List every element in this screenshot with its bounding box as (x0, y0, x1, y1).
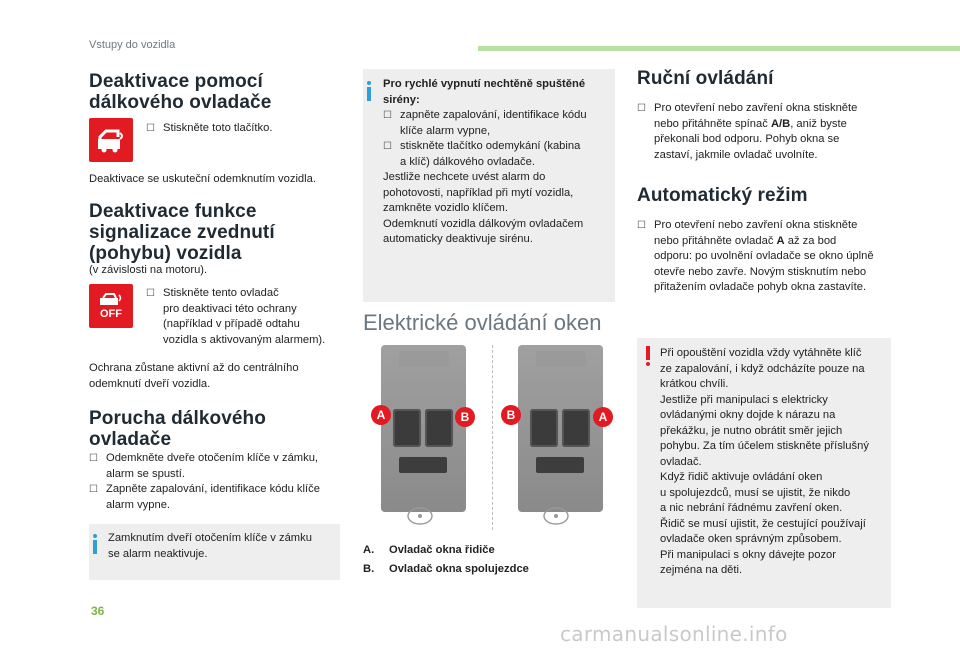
info-icon (93, 534, 97, 554)
window-switch-photo (363, 345, 615, 535)
list-item: ☐ Odemkněte dveře otočením klíče v zámku, alarm se spustí. (89, 452, 319, 480)
steering-wheel-icon (541, 505, 571, 527)
deactivate-remote-steps (146, 121, 272, 137)
heading-remote-failure: Porucha dálkového ovladače (89, 408, 266, 450)
heading-auto: Automatický režim (637, 185, 808, 206)
list-item: ☐ Stiskněte toto tlačítko. (146, 122, 273, 134)
tag-a-passenger: A (593, 407, 613, 427)
manual-list (637, 101, 897, 163)
deactivate-lift-note: Ochrana zůstane aktivní až do centrálního odemknutí dveří vozidla. (89, 362, 299, 390)
list-item: ☐ Pro otevření nebo zavření okna stiskněte nebo přitáhněte spínač A/B, aniž byste překonali bod odporu. Pohyb okna se zastaví, jakmile ovladač uvolníte. (637, 102, 858, 161)
passenger-door-panel (518, 345, 603, 512)
auto-list (637, 218, 907, 296)
deactivate-remote-note: Deaktivace se uskuteční odemknutím vozidla. (89, 173, 316, 185)
window-switch (393, 409, 421, 447)
photo-legend: A. Ovladač okna řidiče B. Ovladač okna spolujezdce (363, 544, 529, 575)
heading-deactivate-remote: Deaktivace pomocí dálkového ovladače (89, 71, 272, 113)
alarm-off-icon (89, 284, 133, 328)
tag-a-driver: A (371, 405, 391, 425)
remote-failure-list (89, 451, 349, 513)
tag-b-driver: B (455, 407, 475, 427)
window-switch (562, 409, 590, 447)
window-switch (425, 409, 453, 447)
driver-door-panel (381, 345, 466, 512)
warning-icon (646, 346, 650, 366)
heading-electric-windows: Elektrické ovládání oken (363, 310, 602, 335)
page-number: 36 (91, 604, 105, 618)
info-icon (367, 81, 371, 101)
car-alarm-icon (89, 118, 133, 162)
tag-b-passenger: B (501, 405, 521, 425)
list-item: ☐ Stiskněte tento ovladač pro deaktivaci této ochrany (například v případě odtahu vozidla s aktivovaným alarmem). (146, 287, 326, 346)
deactivate-lift-subtitle: (v závislosti na motoru). (89, 264, 208, 276)
list-item: ☐ Pro otevření nebo zavření okna stiskněte nebo přitáhněte ovladač A až za bod odporu: po uvolnění ovladače se okno úplně otevře nebo zavře. Novým stisknutím nebo přitažením ovladače pohyb okna zastavíte. (637, 219, 874, 293)
heading-manual: Ruční ovládání (637, 68, 774, 89)
alarm-off-label: OFF (100, 308, 122, 320)
info-box-siren: Pro rychlé vypnutí nechtěně spuštěné sirény: ☐ zapněte zapalování, identifikace kódu klíče alarm vypne, ☐ stiskněte tlačítko odemykání (kabina a klíč) dálkového ovladače. Jestliže nechcete uvést alarm do pohotovosti, například při mytí vozidla, zamkněte vozidlo klíčem. Odemknutí vozidla dálkovým ovladačem automaticky deaktivuje sirénu. (363, 69, 615, 302)
watermark-text: carmanualsonline.info (560, 622, 788, 646)
deactivate-lift-steps (146, 286, 325, 348)
steering-wheel-icon (405, 505, 435, 527)
list-item: ☐ zapněte zapalování, identifikace kódu klíče alarm vypne, (383, 109, 587, 137)
section-header: Vstupy do vozidla (89, 39, 176, 51)
info-box-key-lock: Zamknutím dveří otočením klíče v zámku se alarm neaktivuje. (89, 524, 340, 580)
list-item: ☐ Zapněte zapalování, identifikace kódu klíče alarm vypne. (89, 483, 320, 511)
list-item: ☐ stiskněte tlačítko odemykání (kabina a klíč) dálkového ovladače. (383, 140, 581, 168)
header-accent-bar (478, 46, 960, 51)
window-switch (530, 409, 558, 447)
warning-box: Při opouštění vozidla vždy vytáhněte klíč ze zapalování, i když odcházíte pouze na krátkou chvíli. Jestliže při manipulaci s elektricky ovládanými okny dojde k nárazu na překážku, je nutno obrátit směr jejich pohybu. Za tím účelem stiskněte příslušný ovladač. Když řidič aktivuje ovládání oken u spolujezdců, musí se ujistit, že nikdo a nic nebrání řádnému zavření oken. Řidič se musí ujistit, že cestující používají ovladače oken správným způsobem. Při manipulaci s okny dávejte pozor zejména na děti. (637, 338, 891, 608)
heading-deactivate-lift: Deaktivace funkce signalizace zvednutí (pohybu) vozidla (89, 201, 275, 264)
